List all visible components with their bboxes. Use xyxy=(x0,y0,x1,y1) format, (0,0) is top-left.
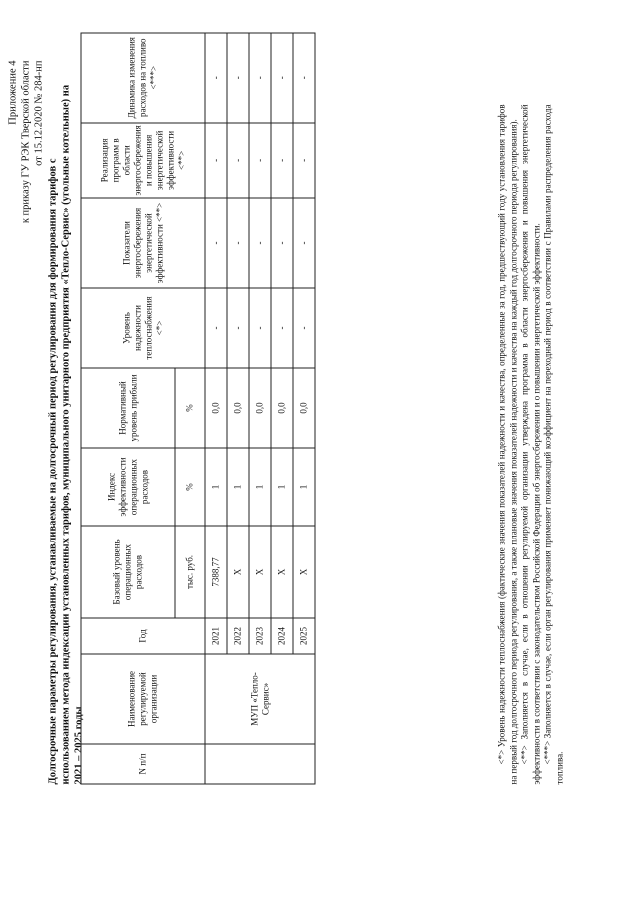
table-header-row xyxy=(81,32,175,783)
cell-energy: - xyxy=(293,198,315,288)
cell-year: 2024 xyxy=(271,618,293,654)
cell-reliability: - xyxy=(249,288,271,368)
cell-energy: - xyxy=(227,198,249,288)
cell-program: - xyxy=(271,122,293,197)
cell-index: 1 xyxy=(271,448,293,526)
cell-fuel: - xyxy=(205,32,227,122)
table-row xyxy=(205,32,227,783)
cell-profit: 0,0 xyxy=(205,368,227,448)
appendix-date: от 15.12.2020 № 284-нп xyxy=(33,60,44,166)
header-num: N п/п xyxy=(81,744,205,784)
header-year: Год xyxy=(81,618,205,654)
cell-program: - xyxy=(227,122,249,197)
cell-reliability: - xyxy=(227,288,249,368)
cell-profit: 0,0 xyxy=(271,368,293,448)
cell-index: 1 xyxy=(293,448,315,526)
cell-base: 7388,77 xyxy=(205,526,227,618)
cell-energy: - xyxy=(249,198,271,288)
cell-base: Х xyxy=(293,526,315,618)
cell-profit: 0,0 xyxy=(227,368,249,448)
footnotes xyxy=(496,104,565,784)
cell-energy: - xyxy=(271,198,293,288)
header-org: Наименование регулируемой организации xyxy=(81,654,205,744)
header-base: Базовый уровень операционных расходов xyxy=(81,526,175,618)
cell-program: - xyxy=(293,122,315,197)
cell-fuel: - xyxy=(249,32,271,122)
header-profit: Нормативный уровень прибыли xyxy=(81,368,175,448)
cell-base: Х xyxy=(271,526,293,618)
footnote-energy: <**> Заполняется в случае, если в отношении регулируемой организации утверждена программа в области энергосбережения и повышения энергетической эффективности в соответствии с законодательством Российской Федерации об энергосбережении и о повышении энергетической эффективности. xyxy=(519,104,541,784)
unit-profit: % xyxy=(175,368,205,448)
cell-reliability: - xyxy=(271,288,293,368)
cell-year: 2023 xyxy=(249,618,271,654)
appendix-order: к приказу ГУ РЭК Тверской области xyxy=(20,60,31,223)
cell-program: - xyxy=(249,122,271,197)
header-program: Реализация программ в области энергосбережения и повышения энергетической эффективности <**> xyxy=(81,122,205,197)
cell-index: 1 xyxy=(205,448,227,526)
cell-profit: 0,0 xyxy=(249,368,271,448)
unit-index: % xyxy=(175,448,205,526)
cell-energy: - xyxy=(205,198,227,288)
cell-year: 2021 xyxy=(205,618,227,654)
appendix-number: Приложение 4 xyxy=(7,60,18,125)
cell-base: Х xyxy=(227,526,249,618)
cell-reliability: - xyxy=(293,288,315,368)
cell-profit: 0,0 xyxy=(293,368,315,448)
cell-org-name: МУП «Тепло-Сервис» xyxy=(205,654,315,744)
header-energy: Показатели энергосбережения энергетической эффективности <**> xyxy=(81,198,205,288)
cell-year: 2022 xyxy=(227,618,249,654)
parameters-table xyxy=(80,32,315,784)
cell-num xyxy=(205,744,315,784)
header-fuel: Динамика изменения расходов на топливо <***> xyxy=(81,32,205,122)
cell-fuel: - xyxy=(271,32,293,122)
unit-base: тыс. руб. xyxy=(175,526,205,618)
appendix-header xyxy=(6,60,45,223)
cell-year: 2025 xyxy=(293,618,315,654)
cell-index: 1 xyxy=(227,448,249,526)
cell-index: 1 xyxy=(249,448,271,526)
cell-fuel: - xyxy=(227,32,249,122)
cell-fuel: - xyxy=(293,32,315,122)
cell-program: - xyxy=(205,122,227,197)
footnote-reliability: <*> Уровень надежности теплоснабжения (фактические значения показателей надежности и качества, определенные за год, предшествующий году установления тарифов на первый год долгосрочного периода регулирования, а также плановые значения показателей надежности и качества на каждый год долгосрочного периода регулирования). xyxy=(496,104,518,784)
cell-reliability: - xyxy=(205,288,227,368)
footnote-fuel: <***> Заполняется в случае, если орган регулирования применяет понижающий коэффициент на переходный период в соответствии с Правилами распределения расхода топлива. xyxy=(542,104,564,784)
cell-base: Х xyxy=(249,526,271,618)
document-title: Долгосрочные параметры регулирования, устанавливаемые на долгосрочный период регулирования для формирования тарифов с использованием метода индексации установленных тарифов, муниципального унитарного предприятия «Тепло-Сервис» (угольные котельные) на 2021 – 2025 годы xyxy=(47,84,84,784)
header-index: Индекс эффективности операционных расходов xyxy=(81,448,175,526)
header-reliability: Уровень надежности теплоснабжения <*> xyxy=(81,288,205,368)
